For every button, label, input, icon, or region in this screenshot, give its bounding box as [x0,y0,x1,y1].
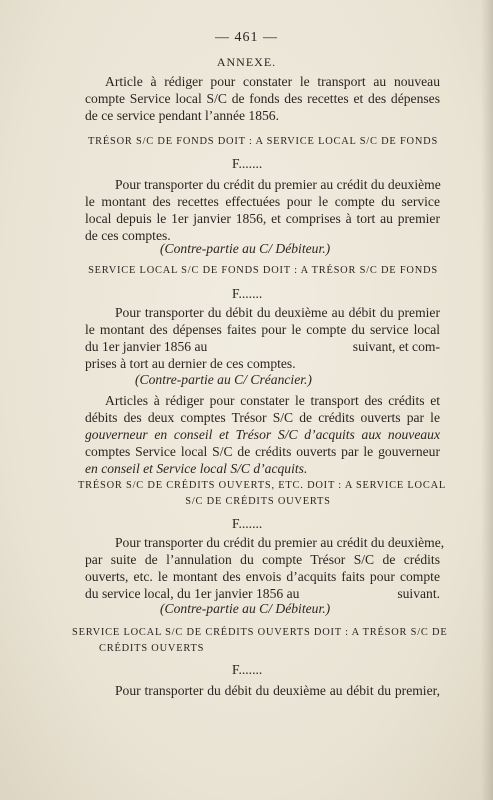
entry1-line-4: de ces comptes. [85,228,171,243]
entry3-heading-1: TRÉSOR S/C DE CRÉDITS OUVERTS, ETC. DOIT : A SERVICE LOCAL [78,480,447,491]
entry4-line-1: Pour transporter du débit du deuxième au débit du premier, [115,683,440,698]
annexe-title: ANNEXE. [216,55,277,69]
entry3-line-2: par suite de l’annulation du compte Trésor S/C de crédits [85,552,440,567]
page-edge-shadow [481,0,493,800]
entry3-contra: (Contre-partie au C/ Débiteur.) [160,601,331,616]
entry2-text [85,304,440,372]
entry2-contra: (Contre-partie au C/ Créancier.) [135,372,312,387]
section2-line-3: gouverneur en conseil et Trésor S/C d’acquits aux nouveaux [85,427,440,442]
entry2-line-3 [85,338,440,355]
section1-intro [85,73,440,124]
entry2-line-3a: du 1er janvier 1856 au [85,339,208,354]
entry3-line-1: Pour transporter du crédit du premier au crédit du deuxième, [115,535,445,550]
entry3-line-4a: du service local, du 1er janvier 1856 au [85,586,300,601]
intro-line-1: Article à rédiger pour constater le transport au nouveau [105,74,440,89]
entry3-line-4b: suivant. [397,586,440,601]
entry4-heading-1: SERVICE LOCAL S/C DE CRÉDITS OUVERTS DOIT : A TRÉSOR S/C DE [72,627,448,638]
section2-line-2: débits des deux comptes Trésor S/C de crédits ouverts par le [85,410,440,425]
entry2-line-2: le montant des dépenses faites pour le compte du service local [85,322,440,337]
section2-intro [85,392,440,477]
section2-line-5: en conseil et Service local S/C d’acquits. [85,461,308,476]
entry4-folio: F....... [232,662,263,677]
entry4-heading-2: CRÉDITS OUVERTS [99,643,205,654]
entry4-text [85,682,440,699]
section2-line-1: Articles à rédiger pour constater le transport des crédits et [105,393,440,408]
entry1-heading: TRÉSOR S/C DE FONDS DOIT : A SERVICE LOCAL S/C DE FONDS [88,136,439,147]
entry2-line-1: Pour transporter du débit du deuxième au débit du premier [115,305,440,320]
entry1-text [85,176,440,244]
entry1-line-2: le montant des recettes effectuées pour le compte du service [85,194,440,209]
intro-line-3: de ce service pendant l’année 1856. [85,108,279,123]
intro-line-2: compte Service local S/C de fonds des recettes et des dépenses [85,91,440,106]
entry2-heading: SERVICE LOCAL S/C DE FONDS DOIT : A TRÉSOR S/C DE FONDS [88,265,438,276]
entry3-heading-2: S/C DE CRÉDITS OUVERTS [185,496,331,507]
entry1-folio: F....... [232,156,263,171]
entry1-line-1: Pour transporter du crédit du premier au crédit du deuxième [115,177,441,192]
entry2-line-3b: suivant, et com- [352,339,440,354]
entry2-line-4: prises à tort au dernier de ces comptes. [85,356,296,371]
entry3-text [85,534,445,602]
entry1-line-3: local depuis le 1er janvier 1856, et comprises à tort au premier [85,211,440,226]
entry3-line-3: ouverts, etc. le montant des envois d’acquits faits pour compte [85,569,440,584]
entry2-folio: F....... [232,286,263,301]
section2-line-4: comptes Service local S/C de crédits ouverts par le gouverneur [85,444,440,459]
entry1-contra: (Contre-partie au C/ Débiteur.) [160,241,331,256]
page-number: — 461 — [215,30,278,45]
entry3-folio: F....... [232,516,263,531]
